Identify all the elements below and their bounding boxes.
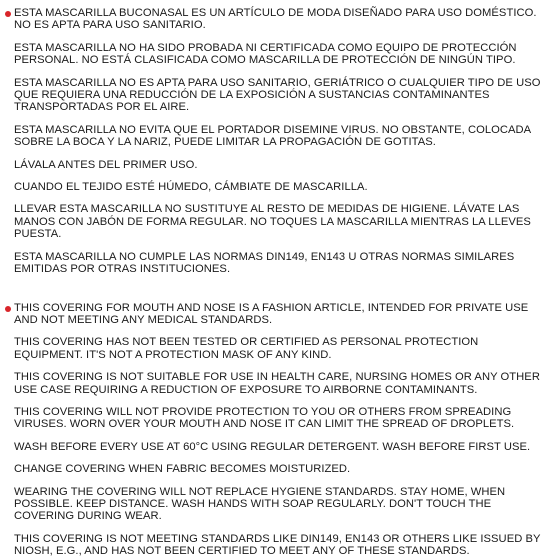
spanish-paragraph: ESTA MASCARILLA NO EVITA QUE EL PORTADOR DISEMINE VIRUS. NO OBSTANTE, COLOCADA SOBRE LA BOCA Y LA NARIZ, PUEDE LIMITAR LA PROPAGACIÓN DE GOTITAS. (14, 123, 531, 149)
english-paragraph: THIS COVERING HAS NOT BEEN TESTED OR CERTIFIED AS PERSONAL PROTECTION EQUIPMENT. IT'S NOT A PROTECTION MASK OF ANY KIND. (14, 336, 479, 361)
spanish-paragraph: ESTA MASCARILLA NO CUMPLE LAS NORMAS DIN149, EN143 U OTRAS NORMAS SIMILARES EMITIDAS POR OTRAS INSTITUCIONES. (14, 250, 515, 276)
english-paragraph: WEARING THE COVERING WILL NOT REPLACE HYGIENE STANDARDS. STAY HOME, WHEN POSSIBLE. KEEP DISTANCE. WASH HANDS WITH SOAP REGULARLY. DON'T TOUCH THE COVERING DURING WEAR. (14, 485, 506, 523)
english-paragraph: THIS COVERING FOR MOUTH AND NOSE IS A FASHION ARTICLE, INTENDED FOR PRIVATE USE AND NOT MEETING ANY MEDICAL STANDARDS. (14, 301, 529, 326)
spanish-paragraph: CUANDO EL TEJIDO ESTÉ HÚMEDO, CÁMBIATE DE MASCARILLA. (14, 181, 368, 194)
spanish-paragraph: ESTA MASCARILLA NO ES APTA PARA USO SANITARIO, GERIÁTRICO O CUALQUIER TIPO DE USO QUE REQUIERA UNA REDUCCIÓN DE LA EXPOSICIÓN A SUSTANCIAS CONTAMINANTES TRANSPORTADAS POR EL AIRE. (14, 76, 541, 114)
english-paragraph: THIS COVERING WILL NOT PROVIDE PROTECTION TO YOU OR OTHERS FROM SPREADING VIRUSES. WORN OVER YOUR MOUTH AND NOSE IT CAN LIMIT THE SPREAD OF DROPLETS. (14, 405, 515, 431)
spanish-paragraph: LLEVAR ESTA MASCARILLA NO SUSTITUYE AL RESTO DE MEDIDAS DE HIGIENE. LÁVATE LAS MANOS CON JABÓN DE FORMA REGULAR. NO TOQUES LA MASCARILLA MIENTRAS LA LLEVES PUESTA. (14, 203, 531, 241)
english-paragraph: THIS COVERING IS NOT MEETING STANDARDS LIKE DIN149, EN143 OR OTHERS LIKE ISSUED BY NIOSH, E.G., AND HAS NOT BEEN CERTIFIED TO MEET ANY OF THESE STANDARDS. (14, 532, 541, 558)
english-section (4, 302, 546, 558)
red-bullet-icon (5, 306, 11, 312)
english-paragraph: WASH BEFORE EVERY USE AT 60°C USING REGULAR DETERGENT. WASH BEFORE FIRST USE. (14, 440, 531, 453)
red-bullet-icon (5, 11, 11, 17)
english-paragraph: CHANGE COVERING WHEN FABRIC BECOMES MOISTURIZED. (14, 463, 351, 476)
english-paragraph: THIS COVERING IS NOT SUITABLE FOR USE IN HEALTH CARE, NURSING HOMES OR ANY OTHER USE CASE REQUIRING A REDUCTION OF EXPOSURE TO AIRBORNE CONTAMINANTS. (14, 371, 540, 396)
spanish-paragraph: LÁVALA ANTES DEL PRIMER USO. (14, 158, 198, 171)
spanish-section (4, 7, 546, 276)
spanish-paragraph: ESTA MASCARILLA BUCONASAL ES UN ARTÍCULO DE MODA DISEÑADO PARA USO DOMÉSTICO. NO ES APTA PARA USO SANITARIO. (14, 7, 537, 32)
spanish-paragraph: ESTA MASCARILLA NO HA SIDO PROBADA NI CERTIFICADA COMO EQUIPO DE PROTECCIÓN PERSONAL. NO ESTÁ CLASIFICADA COMO MASCARILLA DE PROTECCIÓN DE NINGÚN TIPO. (14, 41, 517, 67)
